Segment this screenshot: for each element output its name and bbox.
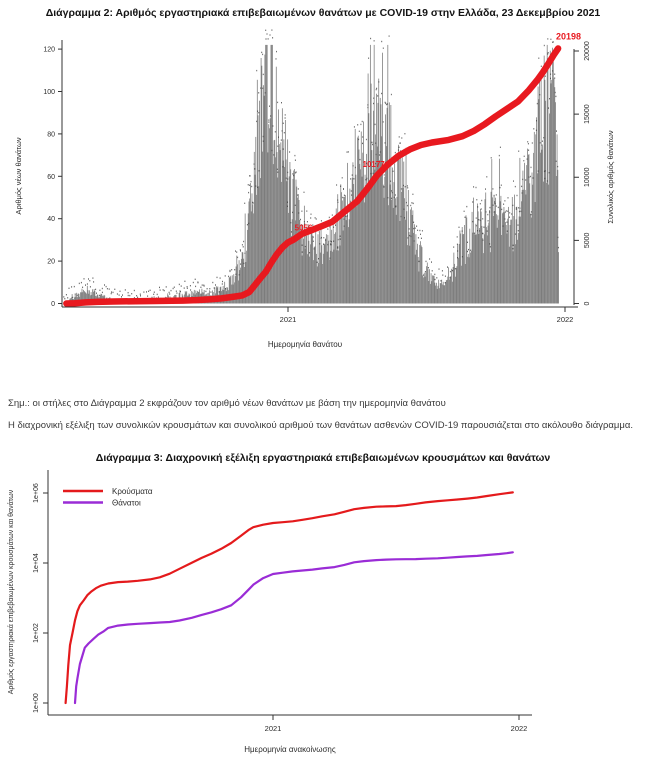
svg-text:1e+02: 1e+02: [33, 623, 40, 643]
svg-text:10000: 10000: [584, 167, 591, 187]
svg-text:Θάνατοι: Θάνατοι: [112, 498, 141, 508]
svg-text:1e+06: 1e+06: [33, 483, 40, 503]
svg-text:0: 0: [584, 301, 591, 306]
svg-text:1e+00: 1e+00: [33, 693, 40, 713]
svg-text:20: 20: [47, 258, 55, 266]
svg-text:Αριθμός εργαστηριακά επιβεβαιω: Αριθμός εργαστηριακά επιβεβαιωμένων κρουσμάτων και θανάτων: [8, 489, 15, 695]
chart2-plot: [0, 0, 646, 372]
svg-text:Κρούσματα: Κρούσματα: [112, 487, 153, 496]
svg-text:60: 60: [47, 173, 55, 181]
svg-text:10177: 10177: [362, 159, 385, 169]
svg-text:2022: 2022: [556, 315, 574, 324]
svg-text:20000: 20000: [584, 41, 591, 61]
paragraph-text: Η διαχρονική εξέλιξη των συνολικών κρουσμάτων και συνολικού αριθμού των θανάτων ασθενών COVID-19 παρουσιάζεται στο ακόλουθο διάγραμμα.: [8, 419, 634, 431]
svg-text:120: 120: [43, 46, 55, 54]
svg-text:2021: 2021: [279, 315, 297, 324]
svg-text:0: 0: [51, 301, 55, 308]
svg-text:80: 80: [47, 131, 55, 139]
svg-text:40: 40: [47, 216, 55, 224]
svg-text:1e+04: 1e+04: [33, 553, 40, 573]
svg-text:Αριθμός νέων θανάτων: Αριθμός νέων θανάτων: [14, 137, 23, 215]
chart2-title: Διάγραμμα 2: Αριθμός εργαστηριακά επιβεβαιωμένων θανάτων με COVID-19 στην Ελλάδα, 23 Δεκεμβρίου 2021: [45, 7, 601, 19]
chart3-title: Διάγραμμα 3: Διαχρονική εξέλιξη εργαστηριακά επιβεβαιωμένων κρουσμάτων και θανάτων: [95, 452, 551, 464]
svg-text:20198: 20198: [556, 31, 582, 42]
svg-text:2021: 2021: [264, 724, 282, 733]
svg-text:Ημερομηνία θανάτου: Ημερομηνία θανάτου: [267, 340, 343, 349]
svg-text:Ημερομηνία ανακοίνωσης: Ημερομηνία ανακοίνωσης: [244, 745, 336, 754]
svg-text:5056: 5056: [294, 223, 313, 233]
svg-text:100: 100: [43, 89, 55, 96]
note-text: Σημ.: οι στήλες στο Διάγραμμα 2 εκφράζουν τον αριθμό νέων θανάτων με βάση την ημερομηνία θανάτου: [8, 397, 446, 409]
chart3-plot: [0, 440, 646, 772]
svg-text:5000: 5000: [584, 232, 591, 249]
svg-text:15000: 15000: [584, 104, 591, 124]
svg-text:2022: 2022: [510, 724, 528, 733]
svg-text:Συνολικός αριθμός θανάτων: Συνολικός αριθμός θανάτων: [606, 130, 615, 224]
